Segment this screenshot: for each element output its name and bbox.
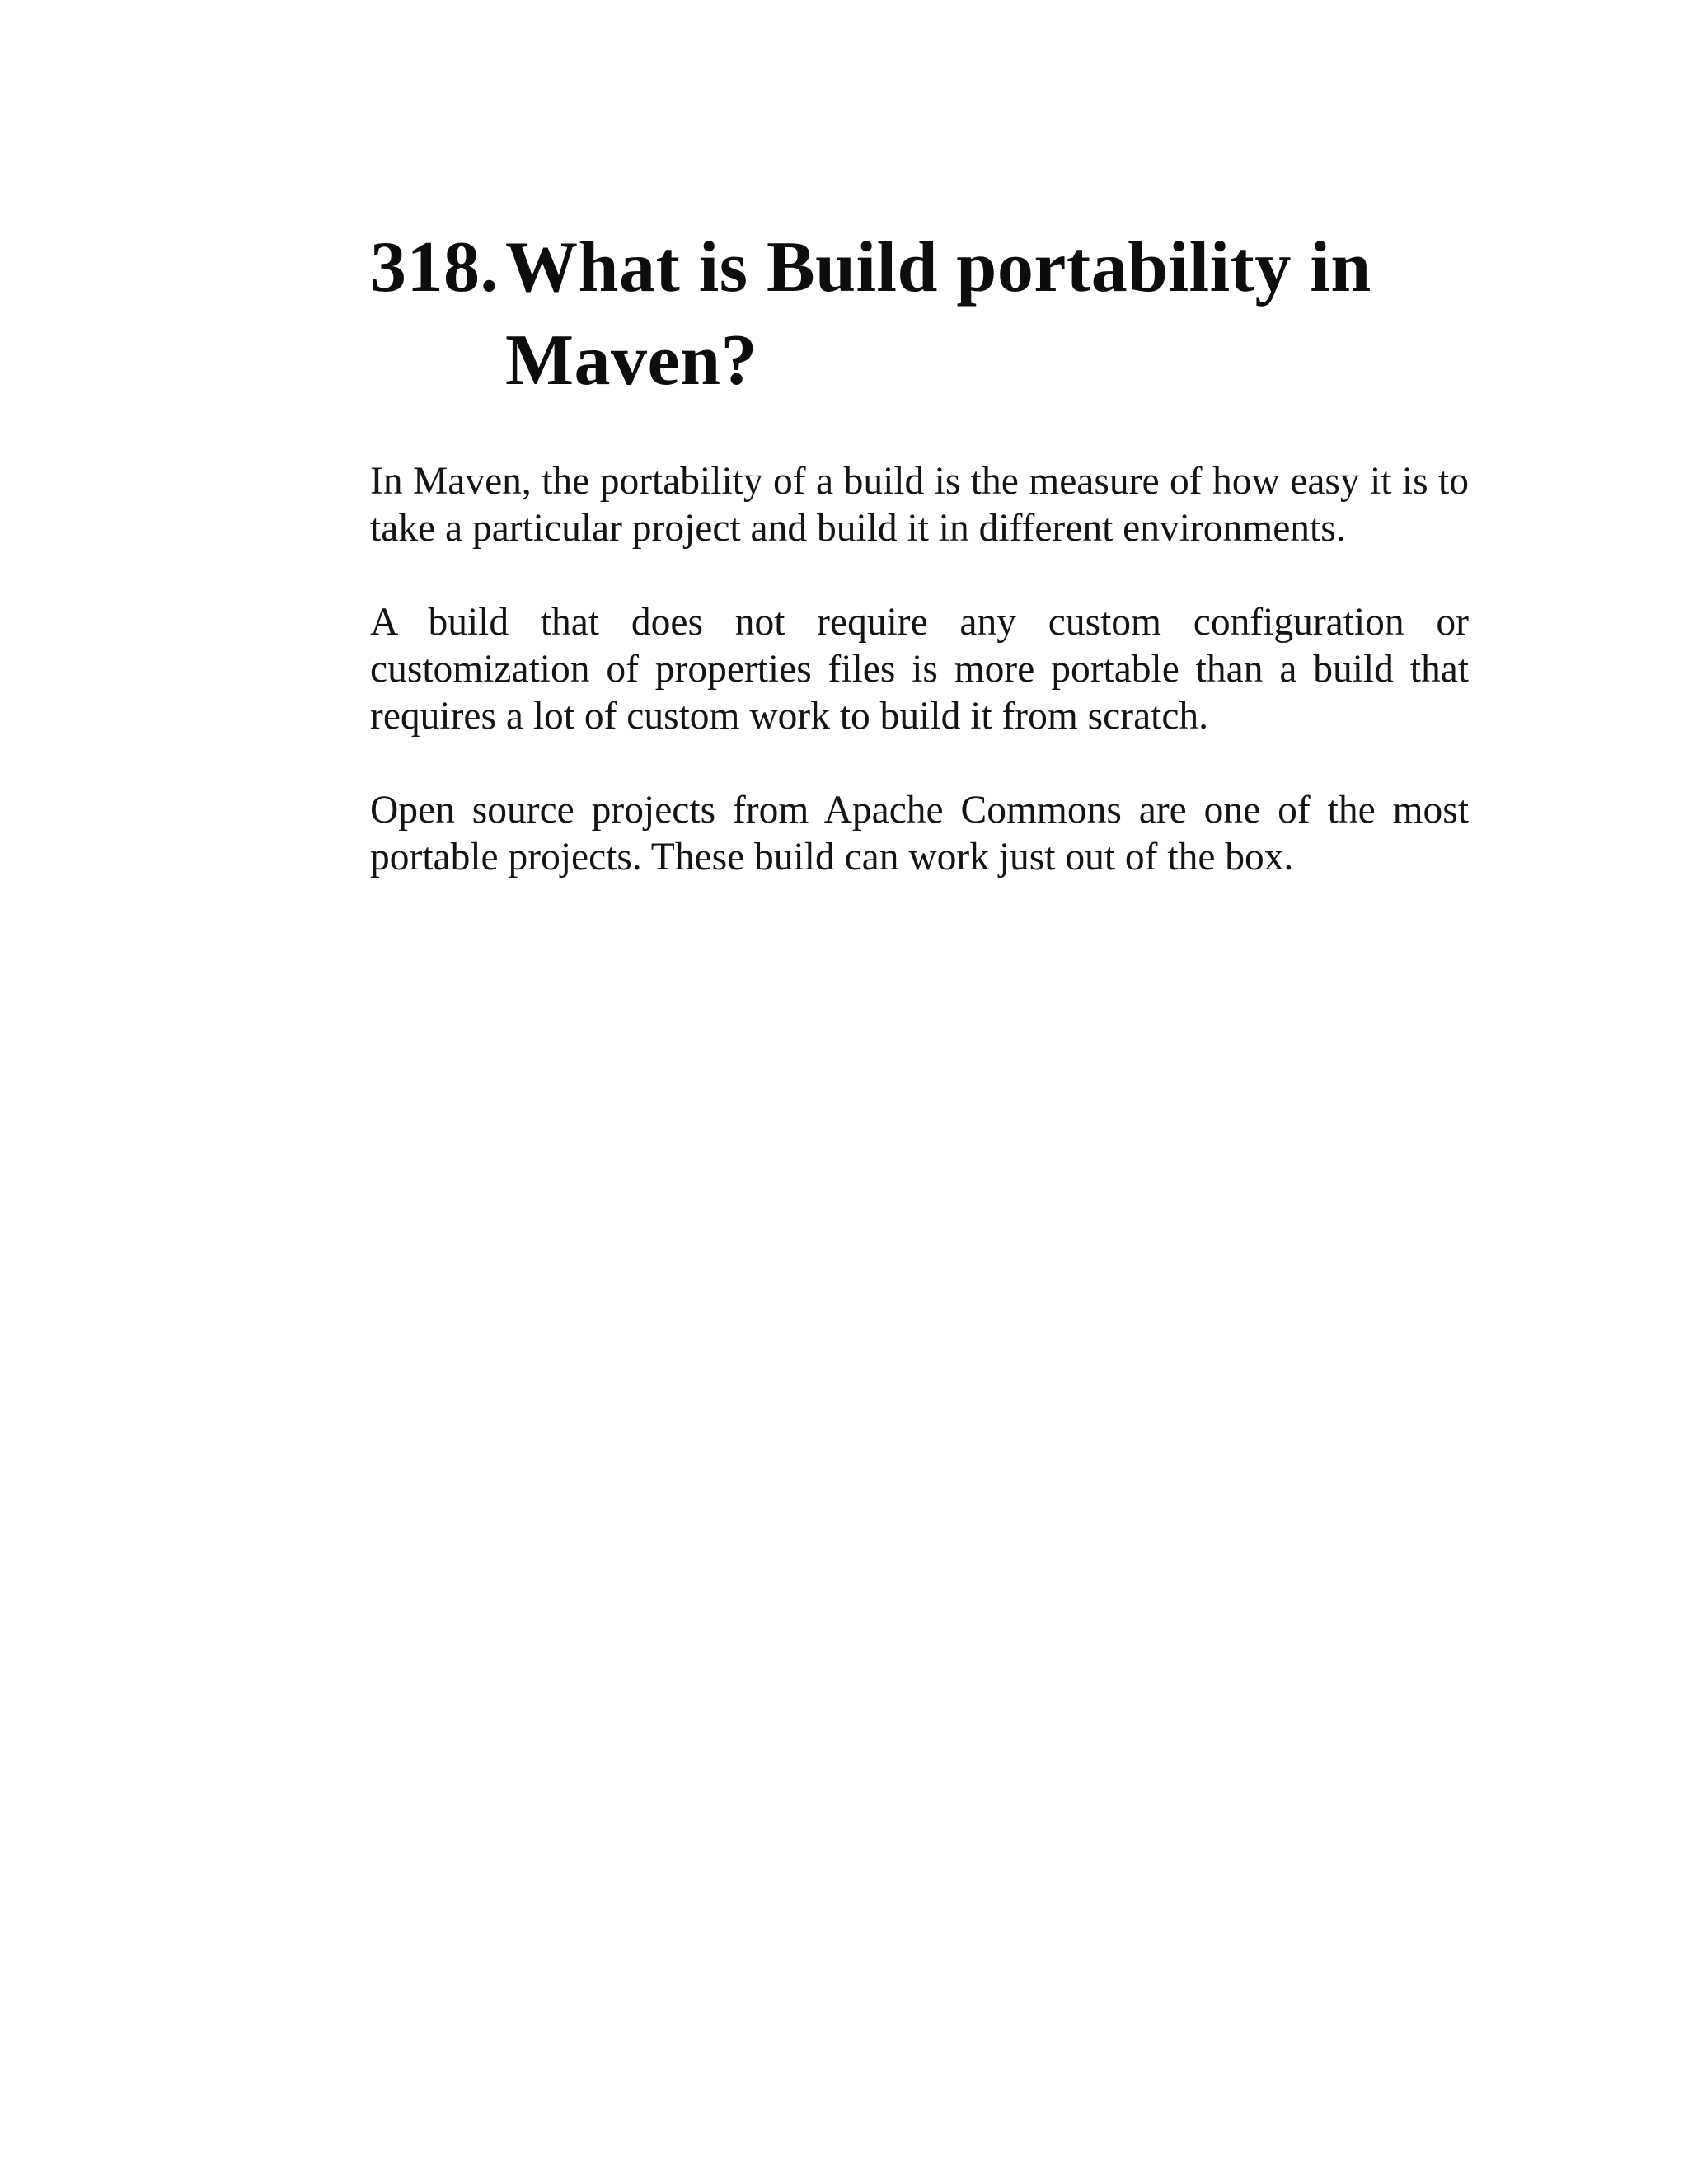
answer-paragraph-3: Open source projects from Apache Commons are one of the most portable projects. These build can work just out of the box. <box>370 789 1469 879</box>
question-title: What is Build portability in Maven? <box>505 227 1372 401</box>
page-content <box>370 221 1469 881</box>
answer-paragraph-1: In Maven, the portability of a build is the measure of how easy it is to take a particular project and build it in different environments. <box>370 460 1469 550</box>
question-number: 318. <box>370 227 499 307</box>
question-heading <box>370 221 1469 407</box>
answer-paragraph-2: A build that does not require any custom configuration or customization of properties files is more portable than a build that requires a lot of custom work to build it from scratch. <box>370 601 1469 738</box>
